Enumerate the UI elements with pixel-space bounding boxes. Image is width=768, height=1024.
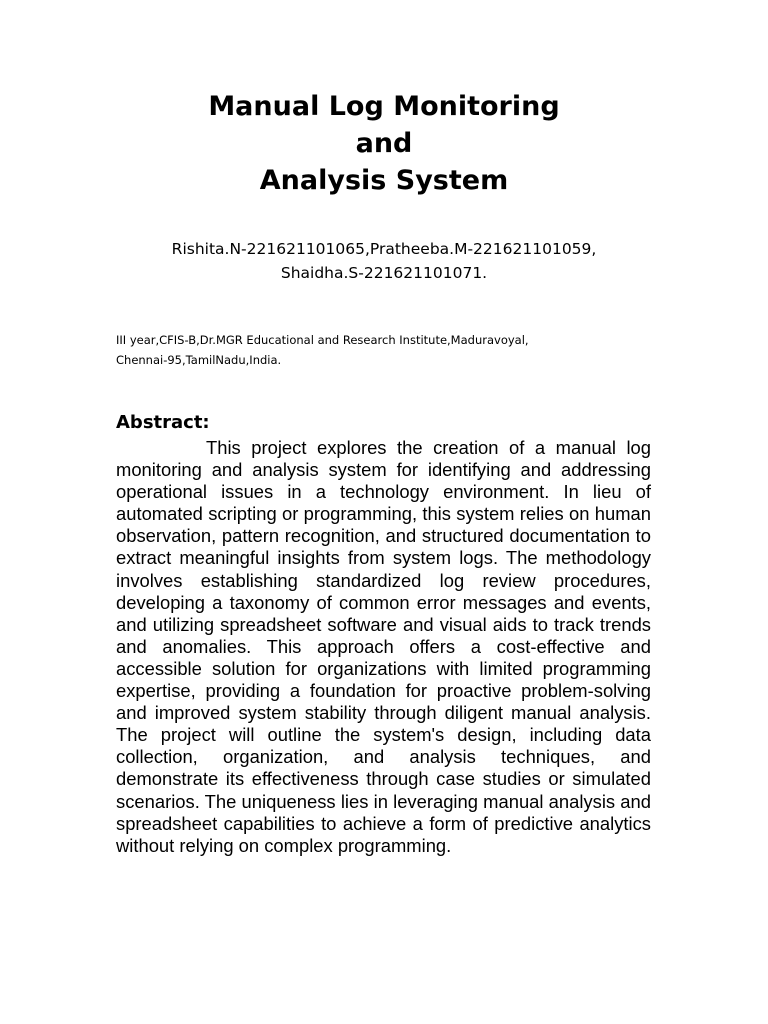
title-line: Analysis System (259, 165, 509, 196)
affiliation (116, 330, 676, 370)
abstract-body: This project explores the creation of a manual log monitoring and analysis system for identifying and addressing operational issues in a technology environment. In lieu of automated scripting or programming, this system relies on human observation, pattern recognition, and structured documentation to extract meaningful insights from system logs. The methodology involves establishing standardized log review procedures, developing a taxonomy of common error messages and events, and utilizing spreadsheet software and visual aids to track trends and anomalies. This approach offers a cost-effective and accessible solution for organizations with limited programming expertise, providing a foundation for proactive problem-solving and improved system stability through diligent manual analysis. The project will outline the system's design, including data collection, organization, and analysis techniques, and demonstrate its effectiveness through case studies or simulated scenarios. The uniqueness lies in leveraging manual analysis and spreadsheet capabilities to achieve a form of predictive analytics without relying on complex programming. (116, 437, 651, 856)
affiliation-line: III year,CFIS-B,Dr.MGR Educational and Research Institute,Maduravoyal, (116, 333, 529, 347)
abstract-heading: Abstract: (116, 412, 210, 433)
affiliation-line: Chennai-95,TamilNadu,India. (116, 353, 282, 367)
title-line: Manual Log Monitoring (208, 91, 560, 122)
author-line: Rishita.N-221621101065,Pratheeba.M-221621101059, (171, 240, 597, 258)
document-title (0, 88, 768, 199)
author-line: Shaidha.S-221621101071. (280, 264, 488, 282)
title-line: and (355, 128, 413, 159)
author-list (0, 237, 768, 285)
